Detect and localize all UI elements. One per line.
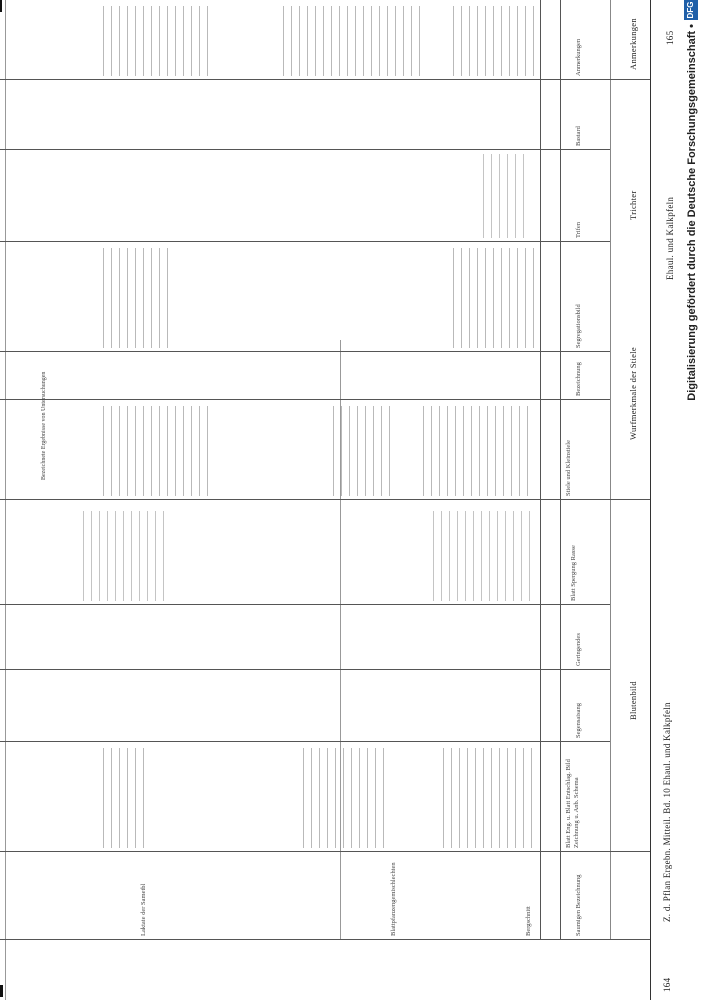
group-header: Anmerkungen [628,18,638,70]
cell-text-block [440,748,535,848]
col-line [0,149,610,150]
col-line [0,939,650,940]
cell-text-block [450,6,535,76]
col-line [0,351,610,352]
running-head-right: Ehaul. und Kalkpfeln [665,196,675,280]
cell-text-block [100,248,170,348]
column-header: Trifen [575,221,582,238]
cell-text-block [300,748,390,848]
cell-text-block [420,406,535,496]
page-number: 164 [662,977,672,992]
header-divider [610,0,611,940]
column-header: Stiele und Kleinstiele [565,440,572,496]
col-line [0,741,610,742]
dfg-stamp-text: Digitalisierung gefördert durch die Deutsche Forschungsgemeinschaft • [686,24,698,401]
column-header: Saumigen Bezeichnung [575,874,582,936]
cell-text-block [100,406,210,496]
cell-text-block [480,154,530,238]
col-line [0,669,610,670]
cell-text-block [80,511,170,601]
running-head-left: Z. d. Pflan Ergebn. Mitteil. Bd. 10 Ehaul. und Kalkpfeln [662,702,672,922]
scan-artifact [0,0,2,12]
cell-text-block [100,6,210,76]
col-line [0,851,650,852]
column-header: Segensaisang [575,702,582,738]
row-label: Bergschnitt [525,906,532,936]
cell-text-block [100,748,150,848]
cell-text-block [330,406,390,496]
col-line [0,399,610,400]
row-label: Blattpfanzengemischlechten [390,862,397,936]
cell-text-block [280,6,420,76]
cell-text-block [450,248,535,348]
column-header: Geringendes [575,633,582,666]
column-header: Anmerkungen [575,38,582,76]
column-header: Bastard [575,126,582,146]
dfg-logo: DFG [684,0,698,20]
dfg-stamp [678,0,707,1000]
col-line [0,79,650,80]
right-page-number: 165 [665,30,675,45]
column-header: Segregationsbild [575,304,582,348]
column-header: Bezeichnung [575,362,582,396]
subheader-rule [560,0,561,940]
col-line [0,499,650,500]
body-top-rule [540,0,541,940]
header-rule [650,0,651,1000]
column-header: Blatt Eng. u. Blatt Entschlag. Bild Zeichnung u. Anb. Schema [565,759,580,848]
cell-text-block [430,511,530,601]
row-label: Laktate der Sametbl [140,883,147,936]
col-line [0,604,610,605]
footnote: Bezeichnete Ergebnisse von Untersuchungen [41,371,47,480]
col-line [0,241,610,242]
group-header: Trichter [628,190,638,220]
group-header: Wurfmerkmale der Stiele [628,347,638,440]
group-header: Blutenbild [628,681,638,720]
scan-artifact [0,985,3,997]
column-header: Blatt Spergung Rasse [570,545,577,601]
bottom-rule [5,0,6,1000]
